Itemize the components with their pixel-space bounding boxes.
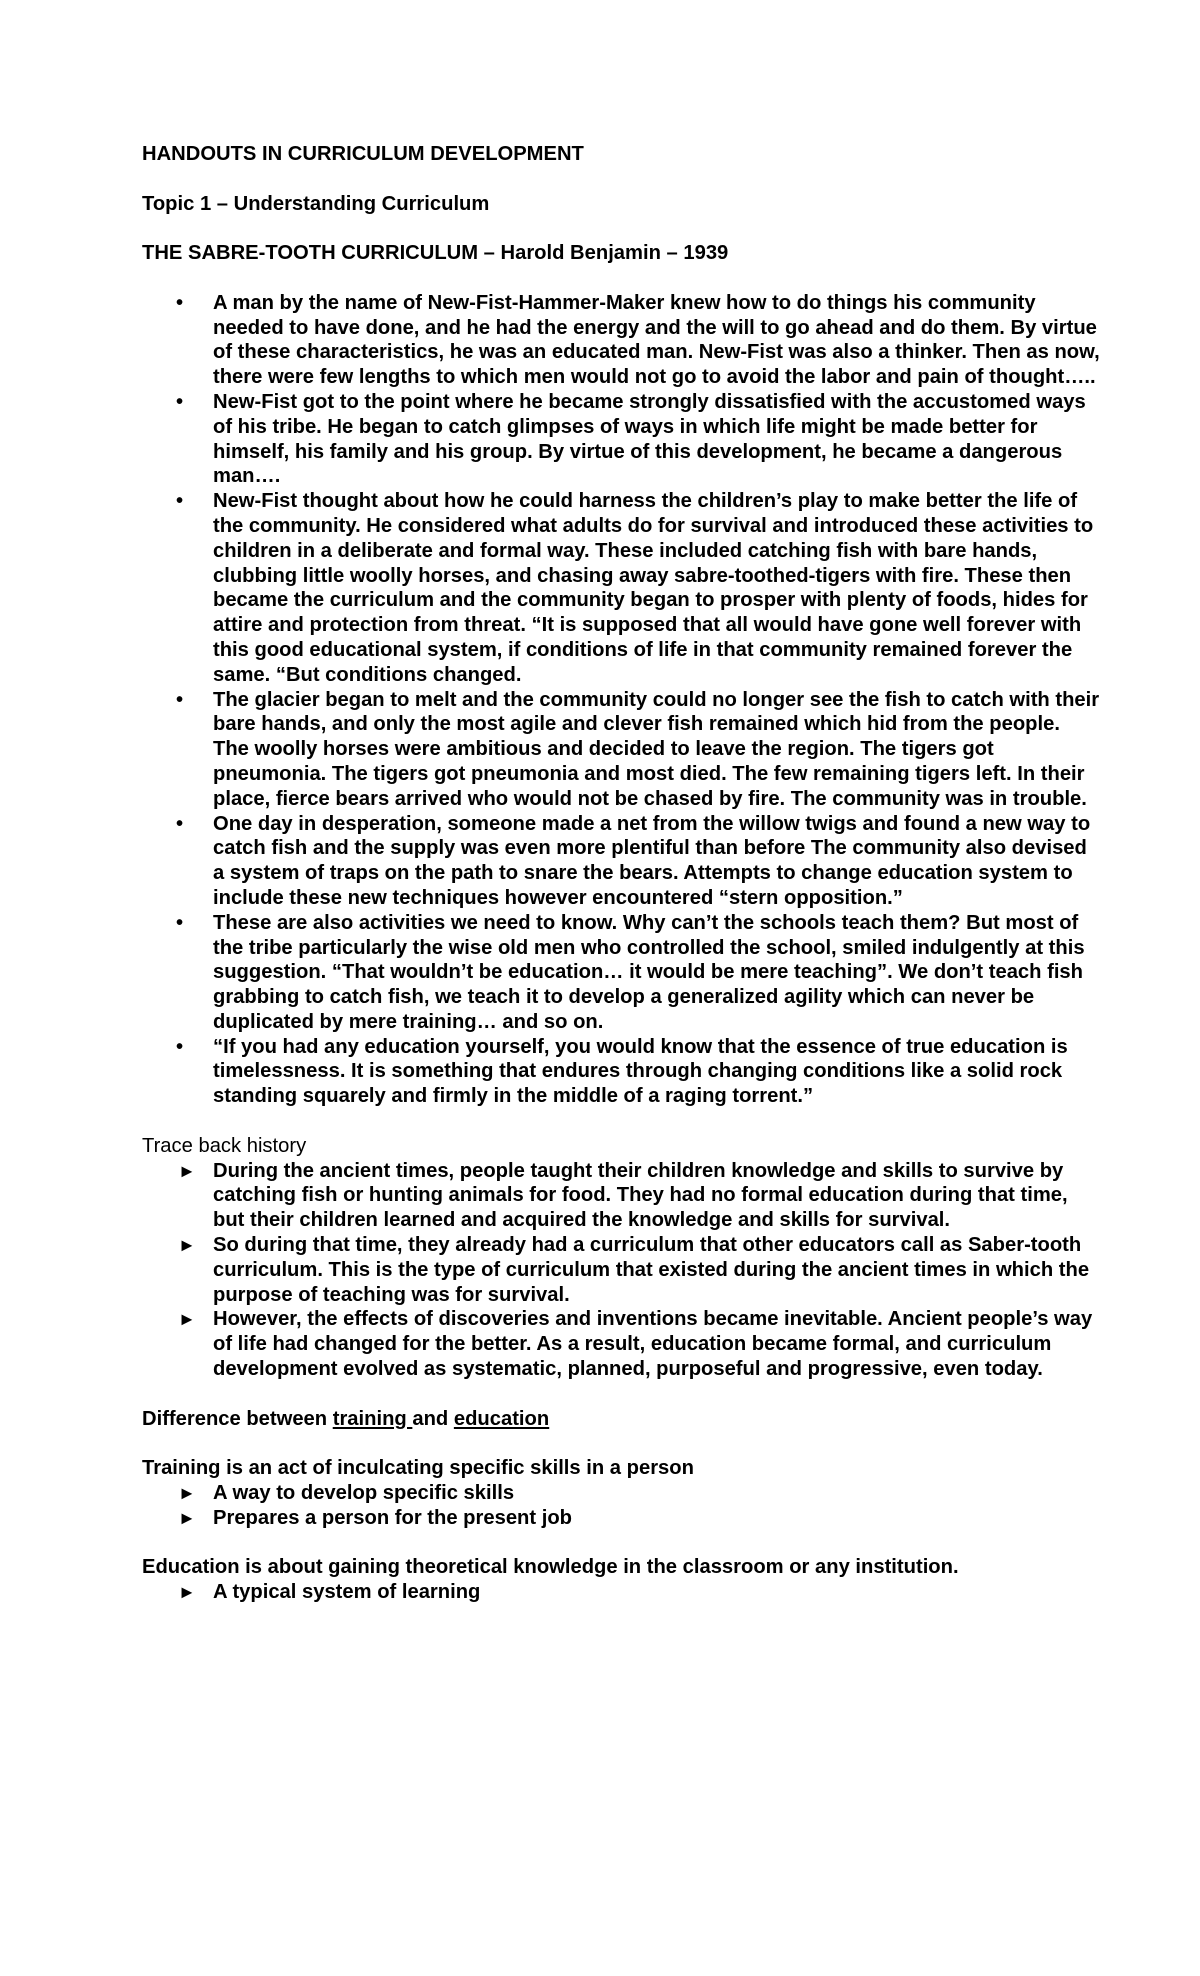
- trace-history-list: [142, 1159, 1100, 1382]
- list-item: [142, 1307, 1100, 1381]
- list-item-text: During the ancient times, people taught their children knowledge and skills to survive by catching fish or hunting animals for food. They had no formal education during that time, but their children learned and acquired the knowledge and skills for survival.: [213, 1159, 1068, 1232]
- list-item: [142, 291, 1100, 390]
- bullet-icon: •: [176, 490, 184, 513]
- arrow-bullet-icon: ►: [178, 1309, 196, 1330]
- training-term: training: [332, 1407, 413, 1430]
- bullet-icon: •: [176, 911, 184, 934]
- list-item: [142, 911, 1100, 1035]
- education-list: [142, 1580, 1100, 1605]
- list-item-text: New-Fist thought about how he could harness the children’s play to make better the life of the community. He considered what adults do for survival and introduced these activities to children in a deliberate and formal way. These included catching fish with bare hands, clubbing little woolly horses, and chasing away sabre-toothed-tigers with fire. These then became the curriculum and the community began to prosper with plenty of foods, hides for attire and protection from threat. “It is supposed that all would have gone well forever with this good educational system, if conditions of life in that community remained forever the same. “But conditions changed.: [213, 490, 1094, 686]
- list-item-text: A way to develop specific skills: [213, 1482, 515, 1505]
- document-title: HANDOUTS IN CURRICULUM DEVELOPMENT: [142, 143, 584, 165]
- topic-heading: Topic 1 – Understanding Curriculum: [142, 192, 490, 215]
- arrow-bullet-icon: ►: [178, 1483, 196, 1504]
- list-item: [142, 390, 1100, 489]
- training-list: [142, 1481, 1100, 1531]
- trace-history-heading: Trace back history: [142, 1134, 307, 1157]
- list-item: [142, 489, 1100, 687]
- list-item: [142, 1233, 1100, 1307]
- bullet-icon: •: [176, 291, 184, 314]
- bullet-icon: •: [176, 812, 184, 835]
- bullet-icon: •: [176, 688, 184, 711]
- sabre-tooth-heading: THE SABRE-TOOTH CURRICULUM – Harold Benjamin – 1939: [142, 242, 729, 265]
- list-item: [142, 812, 1100, 911]
- list-item-text: Prepares a person for the present job: [213, 1506, 572, 1529]
- list-item: [142, 1506, 1100, 1531]
- training-heading: Training is an act of inculcating specific skills in a person: [142, 1457, 694, 1480]
- list-item-text: One day in desperation, someone made a net from the willow twigs and found a new way to catch fish and the supply was even more plentiful than before The community also devised a system of traps on the path to snare the bears. Attempts to change education system to include these new techniques however encountered “stern opposition.”: [213, 812, 1091, 909]
- arrow-bullet-icon: ►: [178, 1507, 196, 1528]
- education-heading: Education is about gaining theoretical knowledge in the classroom or any institution.: [142, 1556, 959, 1579]
- difference-middle: and: [412, 1407, 454, 1430]
- arrow-bullet-icon: ►: [178, 1160, 196, 1181]
- difference-heading: [142, 1407, 1100, 1432]
- sabre-tooth-list: [142, 291, 1100, 1109]
- list-item: [142, 1159, 1100, 1233]
- education-term: education: [453, 1407, 550, 1430]
- list-item-text: These are also activities we need to know. Why can’t the schools teach them? But most of the tribe particularly the wise old men who controlled the school, smiled indulgently at this suggestion. “That wouldn’t be education… it would be mere teaching”. We don’t teach fish grabbing to catch fish, we teach it to develop a generalized agility which can never be duplicated by mere training… and so on.: [213, 911, 1085, 1033]
- list-item-text: New-Fist got to the point where he became strongly dissatisfied with the accustomed ways of his tribe. He began to catch glimpses of ways in which life might be made better for himself, his family and his group. By virtue of this development, he became a dangerous man….: [213, 390, 1086, 488]
- difference-prefix: Difference between: [142, 1407, 333, 1430]
- list-item-text: A typical system of learning: [213, 1581, 481, 1604]
- list-item-text: However, the effects of discoveries and inventions became inevitable. Ancient people’s way of life had changed for the better. As a result, education became formal, and curriculum development evolved as systematic, planned, purposeful and progressive, even today.: [213, 1308, 1093, 1381]
- list-item-text: A man by the name of New-Fist-Hammer-Maker knew how to do things his community needed to have done, and he had the energy and the will to go ahead and do them. By virtue of these characteristics, he was an educated man. New-Fist was also a thinker. Then as now, there were few lengths to which men would not go to avoid the labor and pain of thought…..: [213, 291, 1100, 389]
- list-item: [142, 1481, 1100, 1506]
- list-item-text: So during that time, they already had a curriculum that other educators call as Saber-tooth curriculum. This is the type of curriculum that existed during the ancient times in which the purpose of teaching was for survival.: [213, 1234, 1090, 1306]
- arrow-bullet-icon: ►: [178, 1235, 196, 1256]
- list-item-text: The glacier began to melt and the community could no longer see the fish to catch with their bare hands, and only the most agile and clever fish remained which hid from the people. The woolly horses were ambitious and decided to leave the region. The tigers got pneumonia. The tigers got pneumonia and most died. The few remaining tigers left. In their place, fierce bears arrived who would not be chased by fire. The community was in trouble.: [213, 688, 1100, 810]
- list-item-text: “If you had any education yourself, you would know that the essence of true education is timelessness. It is something that endures through changing conditions like a solid rock standing squarely and firmly in the middle of a raging torrent.”: [213, 1035, 1068, 1108]
- list-item: [142, 1580, 1100, 1605]
- arrow-bullet-icon: ►: [178, 1582, 196, 1603]
- bullet-icon: •: [176, 1035, 184, 1058]
- list-item: [142, 1035, 1100, 1109]
- bullet-icon: •: [176, 390, 184, 413]
- list-item: [142, 688, 1100, 812]
